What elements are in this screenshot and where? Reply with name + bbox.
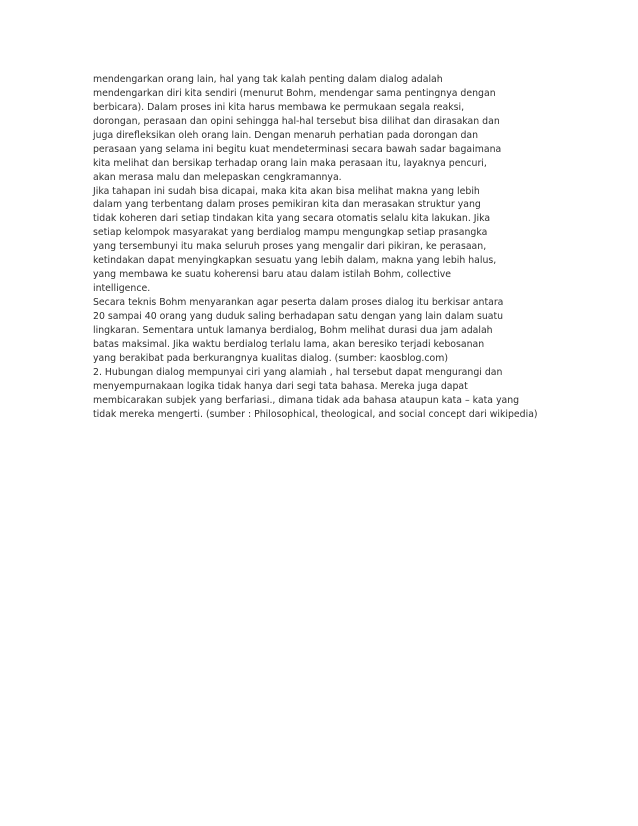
- text-line: 2. Hubungan dialog mempunyai ciri yang alamiah , hal tersebut dapat mengurangi dan: [93, 366, 503, 378]
- text-line: batas maksimal. Jika waktu berdialog terlalu lama, akan beresiko terjadi kebosanan: [93, 338, 485, 350]
- text-line: lingkaran. Sementara untuk lamanya berdialog, Bohm melihat durasi dua jam adalah: [93, 324, 493, 336]
- text-line: 20 sampai 40 orang yang duduk saling berhadapan satu dengan yang lain dalam suatu: [93, 310, 504, 322]
- text-line: menyempurnakaan logika tidak hanya dari segi tata bahasa. Mereka juga dapat: [93, 380, 468, 392]
- text-line: mendengarkan orang lain, hal yang tak kalah penting dalam dialog adalah: [93, 74, 443, 85]
- text-line: tidak mereka mengerti. (sumber : Philosophical, theological, and social concept dari wikipedia): [93, 408, 538, 420]
- text-line: membicarakan subjek yang berfariasi., dimana tidak ada bahasa ataupun kata – kata yang: [93, 394, 520, 406]
- text-line: yang membawa ke suatu koherensi baru atau dalam istilah Bohm, collective: [93, 269, 452, 281]
- text-line: perasaan yang selama ini begitu kuat mendeterminasi secara bawah sadar bagaimana: [93, 143, 502, 155]
- text-line: juga direfleksikan oleh orang lain. Dengan menaruh perhatian pada dorongan dan: [93, 129, 479, 141]
- text-line: Secara teknis Bohm menyarankan agar peserta dalam proses dialog itu berkisar antara: [93, 297, 504, 308]
- text-line: yang berakibat pada berkurangnya kualitas dialog. (sumber: kaosblog.com): [93, 352, 448, 364]
- text-line: kita melihat dan bersikap terhadap orang lain maka perasaan itu, layaknya pencuri,: [93, 157, 487, 169]
- text-line: mendengarkan diri kita sendiri (menurut Bohm, mendengar sama pentingnya dengan: [93, 87, 496, 99]
- text-line: Jika tahapan ini sudah bisa dicapai, maka kita akan bisa melihat makna yang lebih: [93, 185, 480, 197]
- text-line: dalam yang terbentang dalam proses pemikiran kita dan merasakan struktur yang: [93, 199, 481, 211]
- body-text: [93, 73, 613, 421]
- text-line: yang tersembunyi itu maka seluruh proses yang mengalir dari pikiran, ke perasaan,: [93, 241, 487, 253]
- text-line: tidak koheren dari setiap tindakan kita yang secara otomatis selalu kita lakukan. Jika: [93, 213, 491, 225]
- text-line: akan merasa malu dan melepaskan cengkramannya.: [93, 171, 342, 183]
- text-line: setiap kelompok masyarakat yang berdialog mampu mengungkap setiap prasangka: [93, 227, 488, 239]
- text-line: dorongan, perasaan dan opini sehingga hal-hal tersebut bisa dilihat dan dirasakan dan: [93, 115, 500, 127]
- text-line: ketindakan dapat menyingkapkan sesuatu yang lebih dalam, makna yang lebih halus,: [93, 255, 497, 267]
- text-line: intelligence.: [93, 283, 151, 295]
- text-line: berbicara). Dalam proses ini kita harus membawa ke permukaan segala reaksi,: [93, 101, 465, 113]
